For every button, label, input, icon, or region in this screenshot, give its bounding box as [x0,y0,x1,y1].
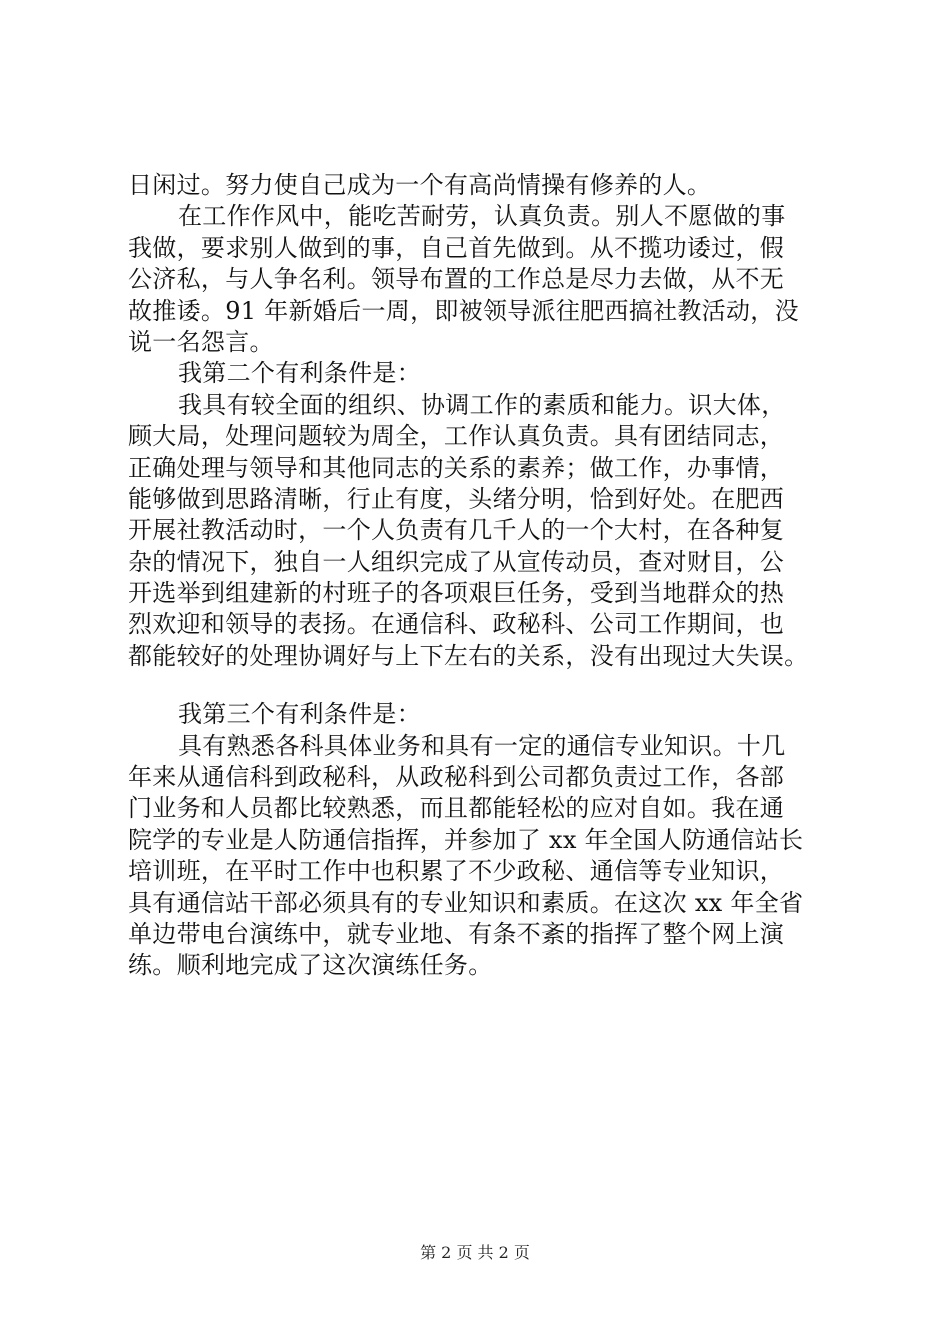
text-line: 开选举到组建新的村班子的各项艰巨任务，受到当地群众的热 [128,579,785,608]
page-number-label: 第 2 页 共 2 页 [420,1243,530,1262]
document-body [128,170,834,982]
paragraph-first-line: 在工作作风中，能吃苦耐劳，认真负责。别人不愿做的事 [178,202,786,231]
text-line: 正确处理与领导和其他同志的关系的素养；做工作，办事情， [128,453,785,482]
text-line: 开展社教活动时，一个人负责有几千人的一个大村，在各种复 [128,516,785,545]
section-heading: 我第二个有利条件是： [178,359,421,388]
page-footer [0,1242,950,1264]
section-heading: 我第三个有利条件是： [178,700,421,729]
text-line: 说一名怨言。 [128,327,274,356]
text-line: 顾大局，处理问题较为周全，工作认真负责。具有团结同志， [128,422,785,451]
text-line: 年来从通信科到政秘科，从政秘科到公司都负责过工作，各部 [128,763,785,792]
text-line: 单边带电台演练中，就专业地、有条不紊的指挥了整个网上演 [128,919,785,948]
text-line: 杂的情况下，独自一人组织完成了从宣传动员，查对财目，公 [128,547,785,576]
paragraph-gap [128,672,834,699]
text-line: 能够做到思路清晰，行止有度，头绪分明，恰到好处。在肥西 [128,484,785,513]
text-line: 故推诿。91 年新婚后一周，即被领导派往肥西搞社教活动，没 [128,296,799,325]
text-line: 培训班，在平时工作中也积累了不少政秘、通信等专业知识， [128,857,785,886]
text-line: 门业务和人员都比较熟悉，而且都能轻松的应对自如。我在通 [128,794,785,823]
text-line: 院学的专业是人防通信指挥，并参加了 xx 年全国人防通信站长 [128,825,804,854]
text-line: 具有通信站干部必须具有的专业知识和素质。在这次 xx 年全省 [128,888,804,917]
paragraph-first-line: 具有熟悉各科具体业务和具有一定的通信专业知识。十几 [178,731,786,760]
text-line: 都能较好的处理协调好与上下左右的关系，没有出现过大失误。 [128,641,809,670]
text-line: 烈欢迎和领导的表扬。在通信科、政秘科、公司工作期间，也 [128,610,785,639]
text-line: 公济私，与人争名利。领导布置的工作总是尽力去做，从不无 [128,265,785,294]
text-line: 我做，要求别人做到的事，自己首先做到。从不揽功诿过，假 [128,233,785,262]
text-line: 练。顺利地完成了这次演练任务。 [128,951,493,980]
text-line: 日闲过。努力使自己成为一个有高尚情操有修养的人。 [128,171,712,199]
paragraph-first-line: 我具有较全面的组织、协调工作的素质和能力。识大体， [178,390,786,419]
